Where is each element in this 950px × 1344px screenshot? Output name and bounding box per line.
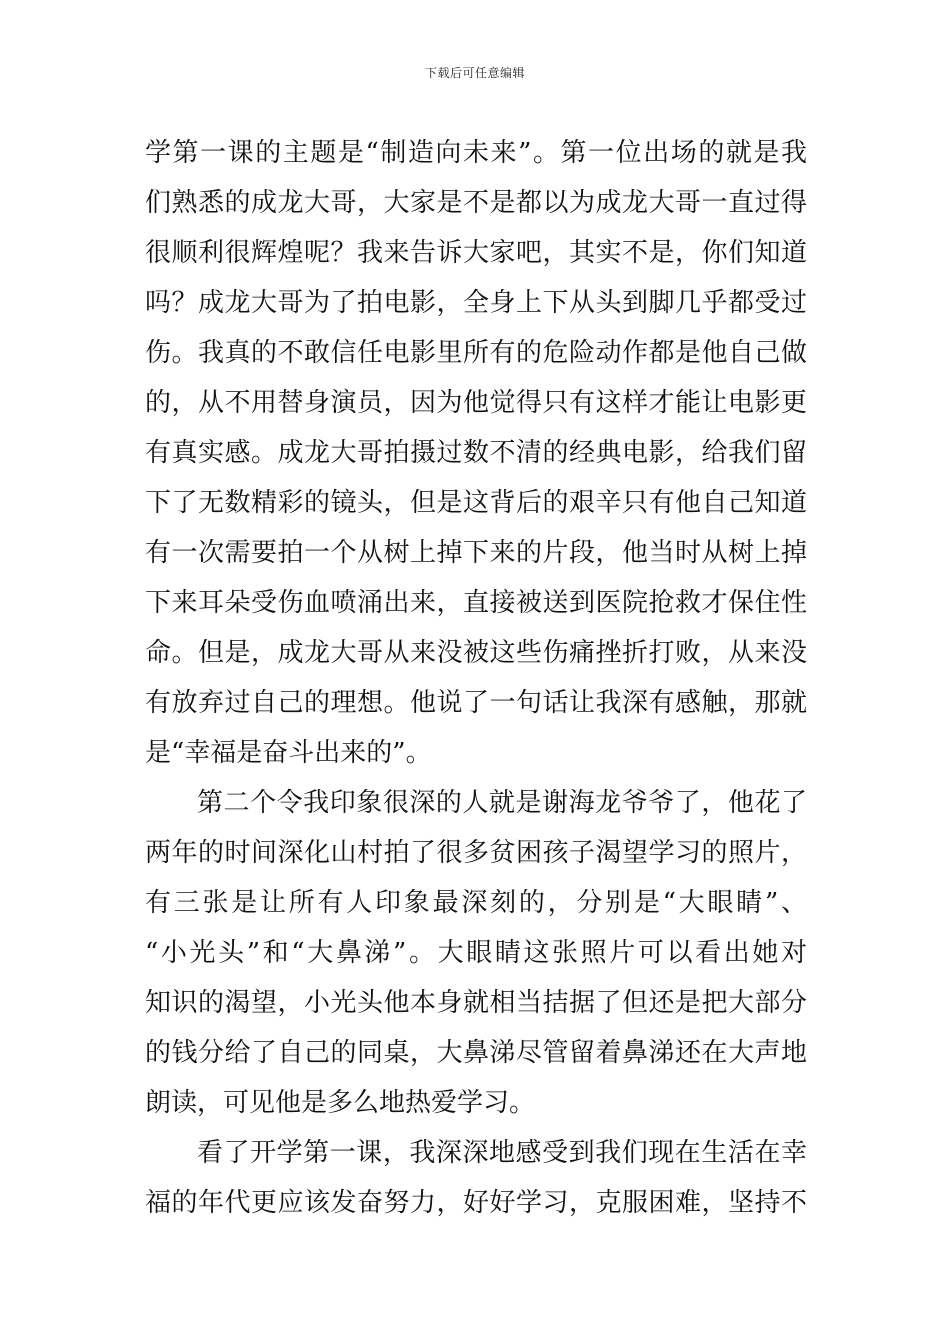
text-line: 命。但是，成龙大哥从来没被这些伤痛挫折打败，从来没 — [145, 638, 807, 668]
text-line: 知识的渴望，小光头他本身就相当拮据了但还是把大部分 — [145, 988, 807, 1018]
paragraph-3 — [145, 1128, 807, 1228]
page-header: 下载后可任意编辑 — [424, 66, 525, 80]
text-line: 的钱分给了自己的同桌，大鼻涕尽管留着鼻涕还在大声地 — [145, 1038, 807, 1068]
text-line: 们熟悉的成龙大哥，大家是不是都以为成龙大哥一直过得 — [145, 188, 807, 218]
text-line: 吗？成龙大哥为了拍电影，全身上下从头到脚几乎都受过 — [145, 288, 807, 318]
text-line: 很顺利很辉煌呢？我来告诉大家吧，其实不是，你们知道 — [145, 238, 807, 268]
text-line: 的，从不用替身演员，因为他觉得只有这样才能让电影更 — [145, 388, 807, 418]
text-line: 看了开学第一课，我深深地感受到我们现在生活在幸 — [197, 1138, 807, 1168]
text-line: 是“幸福是奋斗出来的”。 — [145, 738, 432, 768]
text-line: 朗读，可见他是多么地热爱学习。 — [145, 1088, 536, 1118]
text-line: 学第一课的主题是“制造向未来”。第一位出场的就是我 — [145, 138, 807, 168]
paragraph-1 — [145, 128, 807, 778]
text-line: 有放弃过自己的理想。他说了一句话让我深有感触，那就 — [145, 688, 807, 718]
text-line: 下了无数精彩的镜头，但是这背后的艰辛只有他自己知道 — [145, 488, 807, 518]
paragraph-2 — [145, 778, 807, 1128]
document-body — [145, 128, 807, 1228]
text-line: 有一次需要拍一个从树上掉下来的片段，他当时从树上掉 — [145, 538, 807, 568]
text-line: 福的年代更应该发奋努力，好好学习，克服困难，坚持不 — [145, 1188, 807, 1218]
text-line: 下来耳朵受伤血喷涌出来，直接被送到医院抢救才保住性 — [145, 588, 807, 618]
text-line: 有真实感。成龙大哥拍摄过数不清的经典电影，给我们留 — [145, 438, 807, 468]
text-line: 第二个令我印象很深的人就是谢海龙爷爷了，他花了 — [197, 788, 807, 818]
text-line: 两年的时间深化山村拍了很多贫困孩子渴望学习的照片， — [145, 838, 807, 868]
text-line: 伤。我真的不敢信任电影里所有的危险动作都是他自己做 — [145, 338, 807, 368]
text-line: 有三张是让所有人印象最深刻的，分别是“大眼睛”、 — [145, 888, 807, 918]
text-line: “小光头”和“大鼻涕”。大眼睛这张照片可以看出她对 — [145, 938, 807, 968]
